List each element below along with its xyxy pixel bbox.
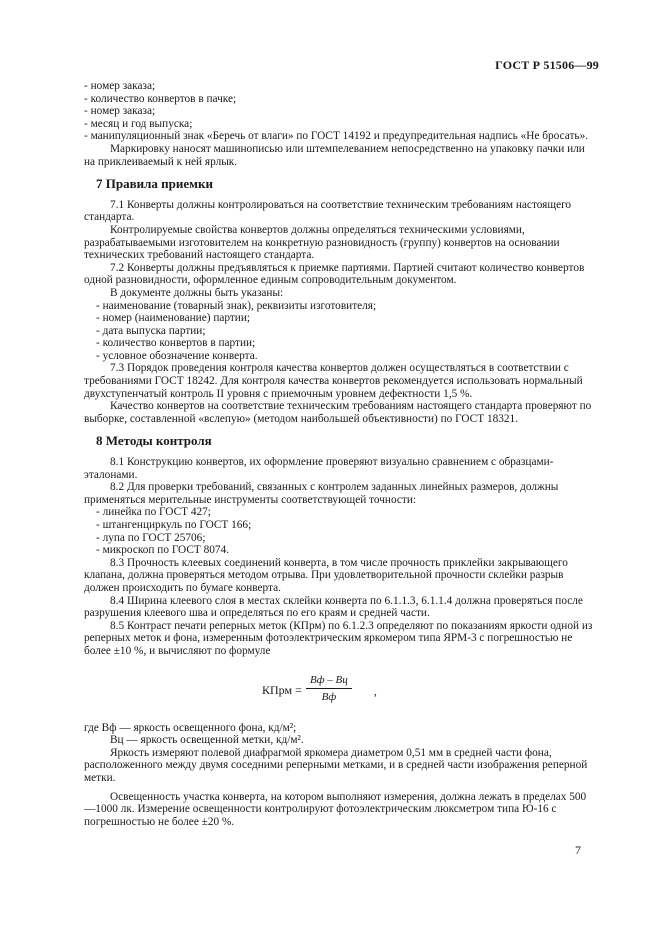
list-item: - количество конвертов в партии; xyxy=(96,337,256,350)
list-item: - линейка по ГОСТ 427; xyxy=(96,506,211,519)
list-item: - наименование (товарный знак), реквизиты изготовителя; xyxy=(96,299,377,312)
list-item: - манипуляционный знак «Беречь от влаги» по ГОСТ 14192 и предупредительная надпись «Не бросать». xyxy=(84,130,589,143)
list-item: - микроскоп по ГОСТ 8074. xyxy=(96,544,230,557)
paragraph: Освещенность участка конверта, на котором выполняют измерения, должна лежать в пределах 500—1000 лк. Измерение освещенности контролируют фотоэлектрическим люксметром типа Ю-16 с погрешностью не более ±20 %. xyxy=(84,790,587,828)
list-item: - количество конвертов в пачке; xyxy=(84,92,237,105)
formula-lhs: КПрм = xyxy=(262,682,302,697)
list-item: - штангенциркуль по ГОСТ 166; xyxy=(96,519,252,531)
list-item: - дата выпуска партии; xyxy=(96,324,206,337)
paragraph-8-5: 8.5 Контраст печати реперных меток (КПрм) по 6.1.2.3 определяют по показаниям яркости одной из реперных меток и фона, измеренным фотоэлектрическим яркомером типа ЯРМ-3 с погрешностью не более ±10 %, и вычисляют по формуле xyxy=(84,619,593,657)
paragraph-7-2: 7.2 Конверты должны предъявляться к приемке партиями. Партией считают количество конвертов одной разновидности, оформленное единым сопроводительным документом. xyxy=(84,261,585,287)
formula-denominator: Bф xyxy=(321,691,337,704)
formula-fraction xyxy=(306,674,352,704)
paragraph-8-1: 8.1 Конструкцию конвертов, их оформление проверяют визуально сравнением с образцами-эталонами. xyxy=(84,456,554,481)
list-item: - номер заказа; xyxy=(84,80,156,92)
formula-tail: , xyxy=(374,685,377,698)
paragraph-7-3: 7.3 Порядок проведения контроля качества конвертов должен осуществляться в соответствии с требованиями ГОСТ 18242. Для контроля качества конвертов рекомендуется использовать нормальный двухступенчатый контроль II уровня с приемочным уровнем дефектности 1,5 %. xyxy=(84,362,583,400)
section-7-heading: 7 Правила приемки xyxy=(96,176,213,192)
paragraph-8-2: 8.2 Для проверки требований, связанных с контролем заданных линейных размеров, должны применяться мерительные инструменты соответствующей точности: xyxy=(84,481,559,506)
paragraph: Контролируемые свойства конвертов должны определяться техническими условиями, разрабатываемыми изготовителем на конкретную разновидность (группу) конвертов на основании технических требований настоящего стандарта. xyxy=(84,223,560,262)
list-item: - номер заказа; xyxy=(84,105,156,118)
paragraph-8-3: 8.3 Прочность клеевых соединений конверта, в том числе прочность приклейки закрывающего клапана, должна проверяться методом отрыва. При удовлетворительной прочности склейки разрыв должен происходить по бумаге конверта. xyxy=(84,556,568,594)
formula-legend: где Bф — яркость освещенного фона, кд/м²; xyxy=(84,721,297,734)
page-number: 7 xyxy=(575,843,581,857)
list-item: - лупа по ГОСТ 25706; xyxy=(96,531,206,544)
formula-legend: Bц — яркость освещенной метки, кд/м². xyxy=(110,734,304,747)
list-item: - номер (наименование) партии; xyxy=(96,312,251,325)
page-content xyxy=(84,80,596,828)
formula-numerator: Bф – Bц xyxy=(306,674,352,690)
list-item: - условное обозначение конверта. xyxy=(96,349,258,362)
paragraph-7-1: 7.1 Конверты должны контролироваться на соответствие техническим требованиям настоящего стандарта. xyxy=(84,198,572,224)
paragraph: В документе должны быть указаны: xyxy=(110,286,284,299)
paragraph-8-4: 8.4 Ширина клеевого слоя в местах склейки конверта по 6.1.1.3, 6.1.1.4 должна проверяться после разрушения клеевого шва и определяться по его краям и средней части. xyxy=(84,594,583,620)
paragraph: Яркость измеряют полевой диафрагмой яркомера диаметром 0,51 мм в средней части фона, расположенного между двумя соседними реперными метками, и в средней части изображения реперной метки. xyxy=(84,746,588,784)
marking-paragraph: Маркировку наносят машинописью или штемпелеванием непосредственно на упаковку пачки или на приклеиваемый к ней ярлык. xyxy=(84,142,585,168)
contrast-formula xyxy=(84,674,596,710)
standard-code-header: ГОСТ Р 51506—99 xyxy=(495,58,599,72)
list-item: - месяц и год выпуска; xyxy=(84,117,193,130)
section-8-heading: 8 Методы контроля xyxy=(96,433,212,449)
paragraph: Качество конвертов на соответствие техническим требованиям настоящего стандарта проверяют по выборке, составленной «вслепую» (методом наибольшей объективности) по ГОСТ 18321. xyxy=(84,400,592,425)
